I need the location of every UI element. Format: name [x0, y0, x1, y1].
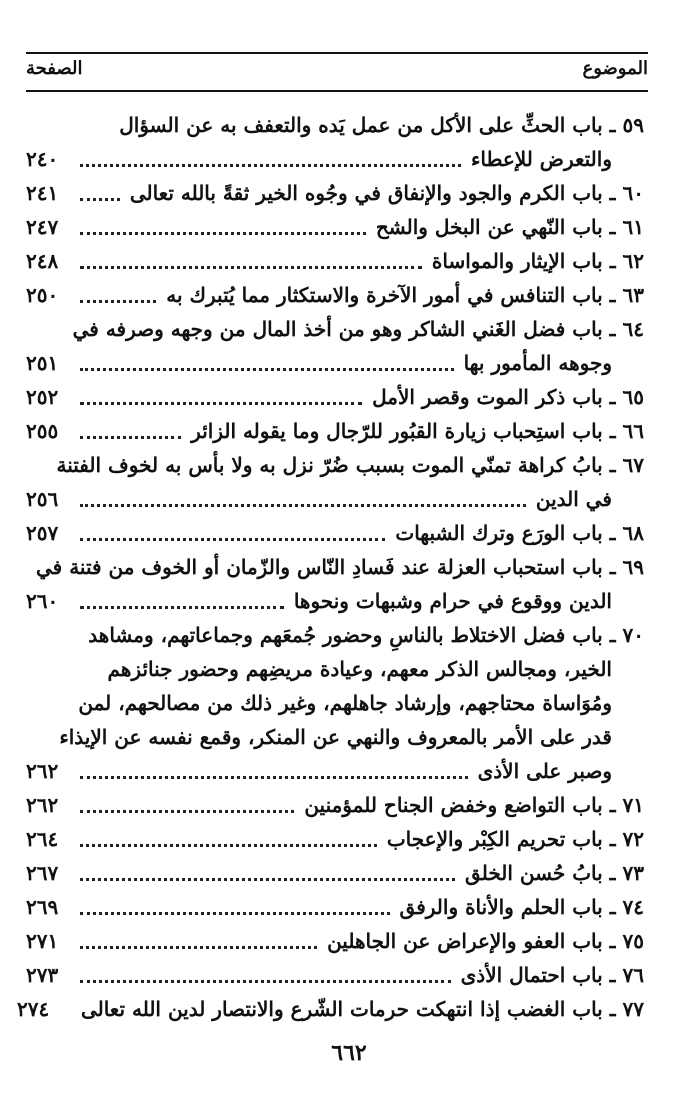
toc-line [26, 550, 644, 584]
toc-entry [26, 108, 644, 176]
toc-entry-text: ٦٦ ـ باب استِحباب زيارة القبُور للرّجال وما يقوله الزائر [191, 419, 644, 443]
toc-entry-page: ٢٥٢ [26, 385, 59, 409]
toc-line [26, 380, 644, 414]
toc-entry-text: الخير، ومجالس الذكر معهم، وعيادة مريضِهم وحضور جنائزهم [107, 657, 612, 681]
toc-line [26, 210, 644, 244]
toc-entry-page: ٢٥١ [26, 351, 59, 375]
toc-entry-page: ٢٧٣ [26, 963, 59, 987]
toc-entry [26, 278, 644, 312]
toc-line [26, 176, 644, 210]
toc-entry [26, 448, 644, 516]
toc-line [26, 584, 644, 618]
toc-entry-text: ٦٤ ـ باب فضل الغَني الشاكر وهو من أخذ المال من وجهه وصرفه في [72, 317, 644, 341]
toc-line [26, 142, 644, 176]
toc-line [26, 618, 644, 652]
toc-entry-page: ٢٧٤ [16, 997, 50, 1021]
toc-entry-page: ٢٦٢ [26, 793, 59, 817]
toc-line [26, 108, 644, 142]
topic-column-label: الموضوع [582, 58, 648, 79]
toc-entry [26, 312, 644, 380]
toc-entry [26, 244, 644, 278]
toc-line [26, 958, 644, 992]
dot-leader [80, 776, 468, 779]
toc-entry-text: ٦٨ ـ باب الورَع وترك الشبهات [395, 521, 644, 545]
toc-entry [26, 550, 644, 618]
toc-entry-page: ٢٧١ [26, 929, 59, 953]
toc-entry-text: ٧٦ ـ باب احتمال الأذى [460, 963, 644, 987]
toc-entry-text: قدر على الأمر بالمعروف والنهي عن المنكر، وقمع نفسه عن الإيذاء [59, 725, 612, 749]
dot-leader [80, 912, 390, 915]
toc-entry [26, 414, 644, 448]
toc-line [26, 312, 644, 346]
toc-entry-text: ٧٠ ـ باب فضل الاختلاط بالناسِ وحضور جُمعَهم وجماعاتهم، ومشاهد [88, 623, 644, 647]
toc-entry [26, 210, 644, 244]
toc-line [26, 482, 644, 516]
toc-entry-page: ٢٥٠ [26, 283, 59, 307]
table-header [26, 52, 648, 92]
toc-entry-text: ٦٣ ـ باب التنافس في أمور الآخرة والاستكثار مما يُتبرك به [166, 283, 644, 307]
toc-entry [26, 516, 644, 550]
toc-line [26, 244, 644, 278]
toc-entry-text: والتعرض للإعطاء [470, 147, 612, 171]
toc-entry-page: ٢٥٥ [26, 419, 59, 443]
toc-entry-page: ٢٤٨ [26, 249, 59, 273]
toc-entry-page: ٢٤١ [26, 181, 59, 205]
toc-entry-page: ٢٦٠ [26, 589, 59, 613]
dot-leader [80, 266, 422, 269]
toc-entry-text: ٧٥ ـ باب العفو والإعراض عن الجاهلين [327, 929, 644, 953]
dot-leader [80, 504, 526, 507]
dot-leader [80, 232, 366, 235]
toc-entry-text: ٦٧ ـ بابُ كراهة تمنّي الموت بسبب ضُرّ نزل به ولا بأس به لخوف الفتنة [56, 453, 644, 477]
dot-leader [80, 402, 362, 405]
toc-entry-page: ٢٦٧ [26, 861, 59, 885]
dot-leader [80, 198, 120, 201]
dot-leader [80, 436, 181, 439]
toc-line [26, 346, 644, 380]
toc-entry-page: ٢٤٧ [26, 215, 59, 239]
page-column-label: الصفحة [26, 58, 83, 79]
toc-line [26, 924, 644, 958]
dot-leader [80, 300, 156, 303]
page-number: ٦٦٢ [331, 1040, 367, 1066]
toc-entry [26, 618, 644, 788]
dot-leader [80, 946, 317, 949]
toc-entry-page: ٢٥٦ [26, 487, 59, 511]
toc-line [26, 448, 644, 482]
toc-line [26, 516, 644, 550]
toc-entry-text: ٧٧ ـ باب الغضب إذا انتهكت حرمات الشّرع والانتصار لدين الله تعالى [80, 997, 644, 1021]
toc-entry-text: ٦٢ ـ باب الإيثار والمواساة [431, 249, 644, 273]
toc-entry [26, 890, 644, 924]
dot-leader [80, 164, 461, 167]
toc-entry-text: ٦٥ ـ باب ذكر الموت وقصر الأمل [372, 385, 644, 409]
toc-entry-text: ٧٤ ـ باب الحلم والأناة والرفق [399, 895, 644, 919]
toc-entry-page: ٢٥٧ [26, 521, 59, 545]
toc-entry-text: ٦٩ ـ باب استحباب العزلة عند فَسادِ النّاس والزّمان أو الخوف من فتنة في [36, 555, 644, 579]
toc-line [16, 992, 644, 1026]
toc-line [26, 686, 644, 720]
toc-entry-page: ٢٦٩ [26, 895, 59, 919]
toc-entry [16, 992, 644, 1026]
toc-entry [26, 788, 644, 822]
toc-entry-text: الدين ووقوع في حرام وشبهات ونحوها [293, 589, 612, 613]
dot-leader [80, 538, 385, 541]
toc-entry-page: ٢٦٤ [26, 827, 59, 851]
toc-entry-page: ٢٤٠ [26, 147, 59, 171]
toc-entry-text: ٥٩ ـ باب الحثِّ على الأكل من عمل يَده والتعفف به عن السؤال [119, 113, 644, 137]
toc-line [26, 890, 644, 924]
toc-entry [26, 176, 644, 210]
toc-entry-text: ٦١ ـ باب النّهي عن البخل والشح [375, 215, 644, 239]
toc-entry-page: ٢٦٢ [26, 759, 59, 783]
toc-entry [26, 958, 644, 992]
toc-entry-text: في الدين [535, 487, 612, 511]
toc-line [26, 720, 644, 754]
toc-entry-text: ٧١ ـ باب التواضع وخفض الجناح للمؤمنين [304, 793, 644, 817]
toc-line [26, 788, 644, 822]
toc-entry [26, 822, 644, 856]
toc-entry-text: ومُوَاساة محتاجهم، وإرشاد جاهلهم، وغير ذلك من مصالحهم، لمن [78, 691, 612, 715]
toc-entry [26, 924, 644, 958]
toc-entry-text: وجوهه المأمور بها [463, 351, 612, 375]
dot-leader [80, 844, 377, 847]
toc-entry-text: ٧٢ ـ باب تحريم الكِبْر والإعجاب [386, 827, 644, 851]
dot-leader [80, 810, 294, 813]
toc-entry-text: وصبر على الأذى [477, 759, 612, 783]
toc-entry-text: ٧٣ ـ بابُ حُسن الخلق [465, 861, 644, 885]
toc-entry [26, 380, 644, 414]
toc-line [26, 856, 644, 890]
toc-entry-text: ٦٠ ـ باب الكرم والجود والإنفاق في وجُوه الخير ثقةً بالله تعالى [129, 181, 644, 205]
toc-line [26, 414, 644, 448]
dot-leader [80, 606, 284, 609]
toc-line [26, 822, 644, 856]
dot-leader [80, 980, 451, 983]
toc-line [26, 652, 644, 686]
table-of-contents [16, 108, 644, 1026]
toc-entry [26, 856, 644, 890]
toc-line [26, 754, 644, 788]
toc-line [26, 278, 644, 312]
dot-leader [80, 878, 455, 881]
dot-leader [80, 368, 454, 371]
